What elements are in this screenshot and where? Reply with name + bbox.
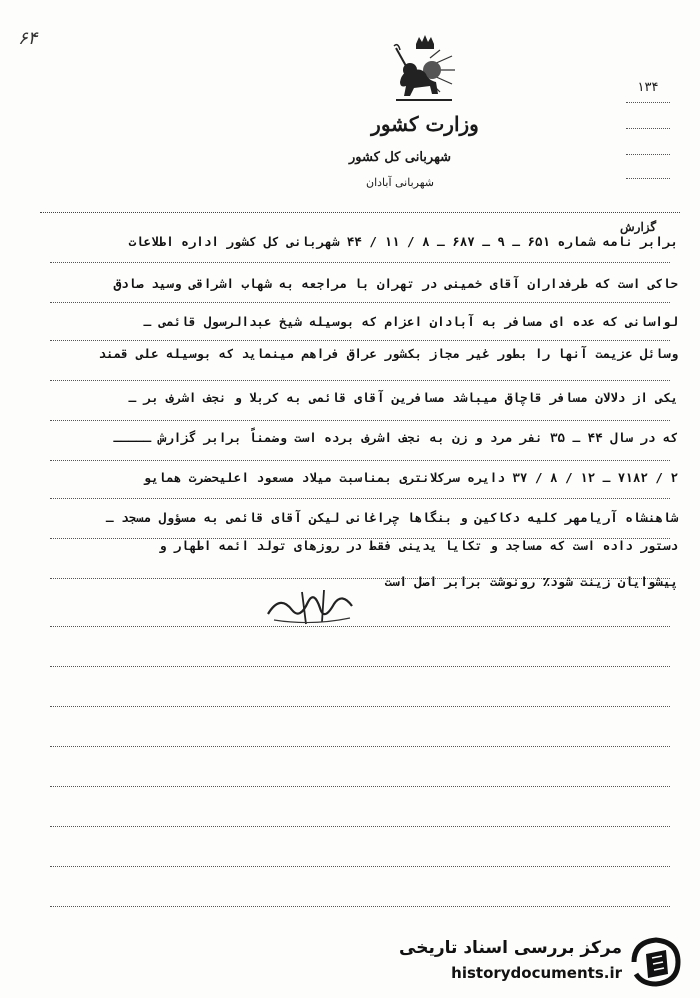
body-line: برابر نامه شماره ۶۵۱ ـ ۹ ـ ۶۸۷ ـ ۸ / ۱۱ / ۴۴ شهربانی کل کشور اداره اطلاعات bbox=[128, 234, 678, 249]
branch-title: شهربانی آبادان bbox=[366, 176, 434, 189]
watermark-url: historydocuments.ir bbox=[451, 964, 622, 982]
ruled-line bbox=[50, 340, 670, 341]
watermark-title: مرکز بررسی اسناد تاریخی bbox=[399, 938, 622, 958]
margin-page-note: ۶۴ bbox=[18, 28, 38, 49]
ruled-line bbox=[50, 786, 670, 787]
ruled-line bbox=[50, 826, 670, 827]
report-label: گزارش bbox=[620, 220, 657, 234]
ruled-line bbox=[50, 420, 670, 421]
body-line: لواسانی که عده ای مسافر به آبادان اعزام که بوسیله شیخ عبدالرسول قائمی ـ bbox=[143, 314, 678, 329]
ruled-line bbox=[50, 906, 670, 907]
ruled-line bbox=[50, 746, 670, 747]
ruled-line bbox=[50, 460, 670, 461]
header-divider bbox=[40, 212, 680, 213]
field-line bbox=[626, 128, 670, 129]
lion-and-sun-emblem-icon bbox=[392, 34, 458, 108]
body-line: حاکی است که طرفداران آقای خمینی در تهران با مراجعه به شهاب اشراقی وسید صادق bbox=[113, 276, 678, 291]
body-line: وسائل عزیمت آنها را بطور غیر مجاز بکشور عراق فراهم مینماید که بوسیله علی قمند bbox=[98, 346, 678, 361]
body-line: که در سال ۴۴ ـ ۳۵ نفر مرد و زن به نجف اشرف برده است وضمناً برابر گزارش ـــــ bbox=[113, 430, 678, 445]
ruled-line bbox=[50, 498, 670, 499]
body-line: یکی از دلالان مسافر قاچاق میباشد مسافرین آقای قائمی به کربلا و نجف اشرف بر ـ bbox=[128, 390, 678, 405]
body-line: شاهنشاه آریامهر کلیه دکاکین و بنگاها چراغانی لیکن آقای قائمی به مسؤول مسجد ـ bbox=[106, 510, 678, 525]
office-title: شهربانی کل کشور bbox=[349, 150, 451, 165]
history-documents-logo-icon bbox=[628, 936, 684, 988]
handwritten-signature bbox=[262, 584, 362, 628]
ruled-line bbox=[50, 302, 670, 303]
document-number: ۱۳۴ bbox=[637, 80, 659, 95]
ruled-line bbox=[50, 262, 670, 263]
ruled-line bbox=[50, 866, 670, 867]
ruled-line bbox=[50, 380, 670, 381]
body-line: پیشوایان زینت شود٪ رونوشت برابر اصل است bbox=[384, 574, 678, 589]
field-line bbox=[626, 178, 670, 179]
body-line: دستور داده است که مساجد و تکایا یدینی فقط در روزهای تولد ائمه اطهار و bbox=[158, 538, 678, 553]
body-line: ۲ / ۷۱۸۲ ـ ۱۲ / ۸ / ۳۷ دایره سرکلانتری بمناسبت میلاد مسعود اعلیحضرت همایو bbox=[143, 470, 678, 485]
field-line bbox=[626, 154, 670, 155]
ruled-line bbox=[50, 706, 670, 707]
field-line bbox=[626, 102, 670, 103]
ruled-line bbox=[50, 666, 670, 667]
ministry-title: وزارت کشور bbox=[371, 112, 479, 136]
